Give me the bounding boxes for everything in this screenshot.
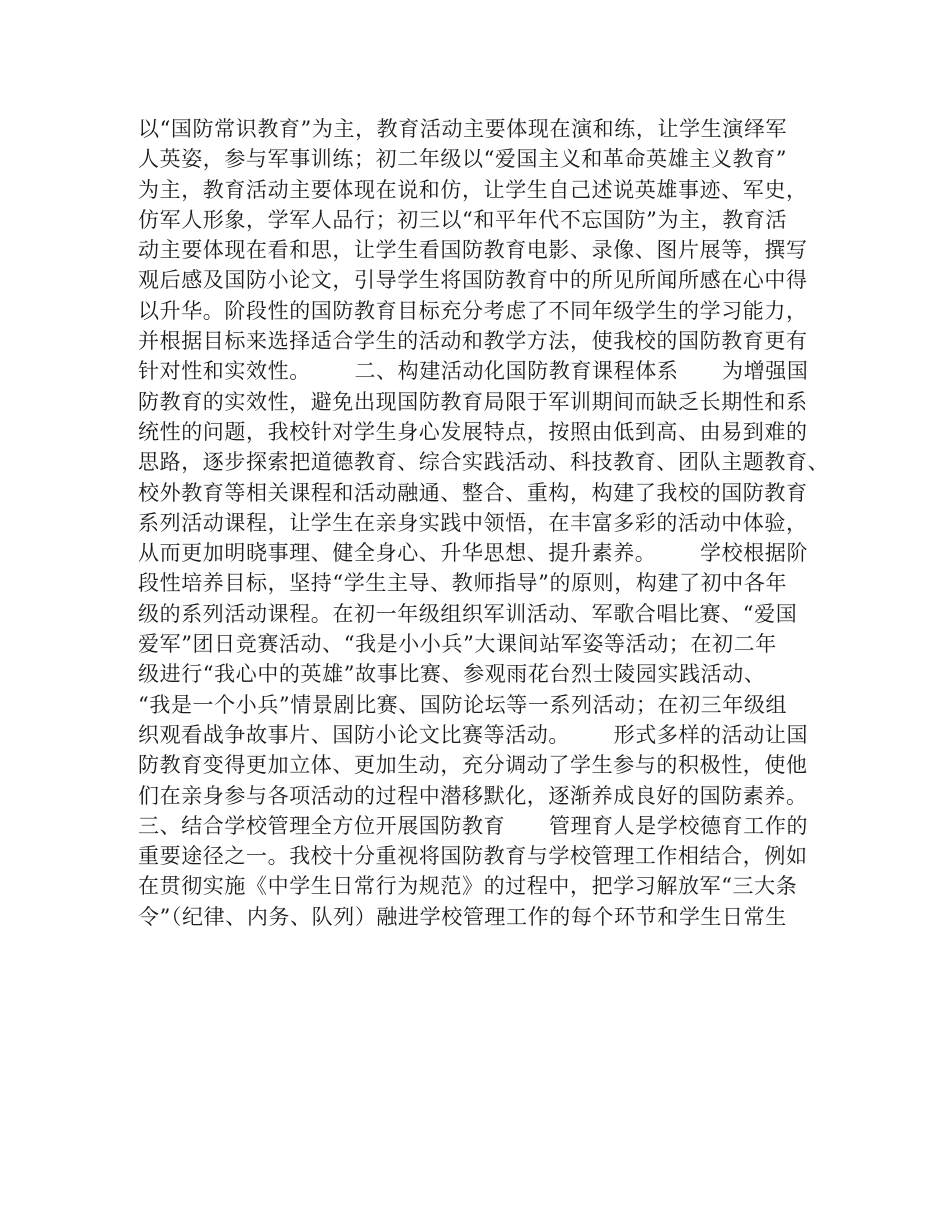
text-line: 统性的问题，我校针对学生身心发展特点，按照由低到高、由易到难的: [138, 419, 808, 444]
text-line: 思路，逐步探索把道德教育、综合实践活动、科技教育、团队主题教育、: [138, 450, 830, 475]
text-line: 在贯彻实施《中学生日常行为规范》的过程中，把学习解放军“三大条: [138, 874, 798, 899]
text-line: 系列活动课程，让学生在亲身实践中领悟，在丰富多彩的活动中体验，: [138, 510, 808, 535]
text-line: 防教育变得更加立体、更加生动，充分调动了学生参与的积极性，使他: [138, 753, 808, 778]
body-text: [138, 114, 838, 932]
text-line: 动主要体现在看和思，让学生看国防教育电影、录像、图片展等，撰写: [138, 238, 808, 263]
text-line: 以“国防常识教育”为主，教育活动主要体现在演和练，让学生演绎军: [138, 117, 788, 141]
text-line: 从而更加明晓事理、健全身心、升华思想、提升素养。 学校根据阶: [138, 541, 809, 566]
text-line: 令”（纪律、内务、队列）融进学校管理工作的每个环节和学生日常生: [138, 904, 787, 929]
text-line: 级的系列活动课程。在初一年级组织军训活动、军歌合唱比赛、“爱国: [138, 601, 798, 626]
text-line: 为主，教育活动主要体现在说和仿，让学生自己述说英雄事迹、军史，: [138, 177, 808, 202]
text-line: 观后感及国防小论文，引导学生将国防教育中的所见所闻所感在心中得: [138, 268, 808, 293]
text-line: 针对性和实效性。 二、构建活动化国防教育课程体系 为增强国: [138, 359, 809, 384]
text-line: 重要途径之一。我校十分重视将国防教育与学校管理工作相结合，例如: [138, 844, 808, 869]
text-line: 仿军人形象，学军人品行；初三以“和平年代不忘国防”为主，教育活: [138, 207, 788, 232]
text-line: 织观看战争故事片、国防小论文比赛等活动。 形式多样的活动让国: [138, 722, 809, 747]
text-line: 以升华。阶段性的国防教育目标充分考虑了不同年级学生的学习能力，: [138, 298, 808, 323]
text-line: 人英姿，参与军事训练；初二年级以“爱国主义和革命英雄主义教育”: [138, 147, 788, 172]
text-line: 爱军”团日竞赛活动、“我是小小兵”大课间站军姿等活动；在初二年: [138, 632, 777, 657]
text-line: 们在亲身参与各项活动的过程中潜移默化，逐渐养成良好的国防素养。: [138, 783, 808, 808]
text-line: 段性培养目标，坚持“学生主导、教师指导”的原则，构建了初中各年: [138, 571, 788, 596]
text-line: 级进行“我心中的英雄”故事比赛、参观雨花台烈士陵园实践活动、: [138, 662, 766, 687]
text-line: 并根据目标来选择适合学生的活动和教学方法，使我校的国防教育更有: [138, 329, 808, 354]
text-line: “我是一个小兵”情景剧比赛、国防论坛等一系列活动；在初三年级组: [138, 692, 788, 717]
text-line: 防教育的实效性，避免出现国防教育局限于军训期间而缺乏长期性和系: [138, 389, 808, 414]
text-line: 校外教育等相关课程和活动融通、整合、重构，构建了我校的国防教育: [138, 480, 808, 505]
text-line: 三、结合学校管理全方位开展国防教育 管理育人是学校德育工作的: [138, 813, 809, 838]
